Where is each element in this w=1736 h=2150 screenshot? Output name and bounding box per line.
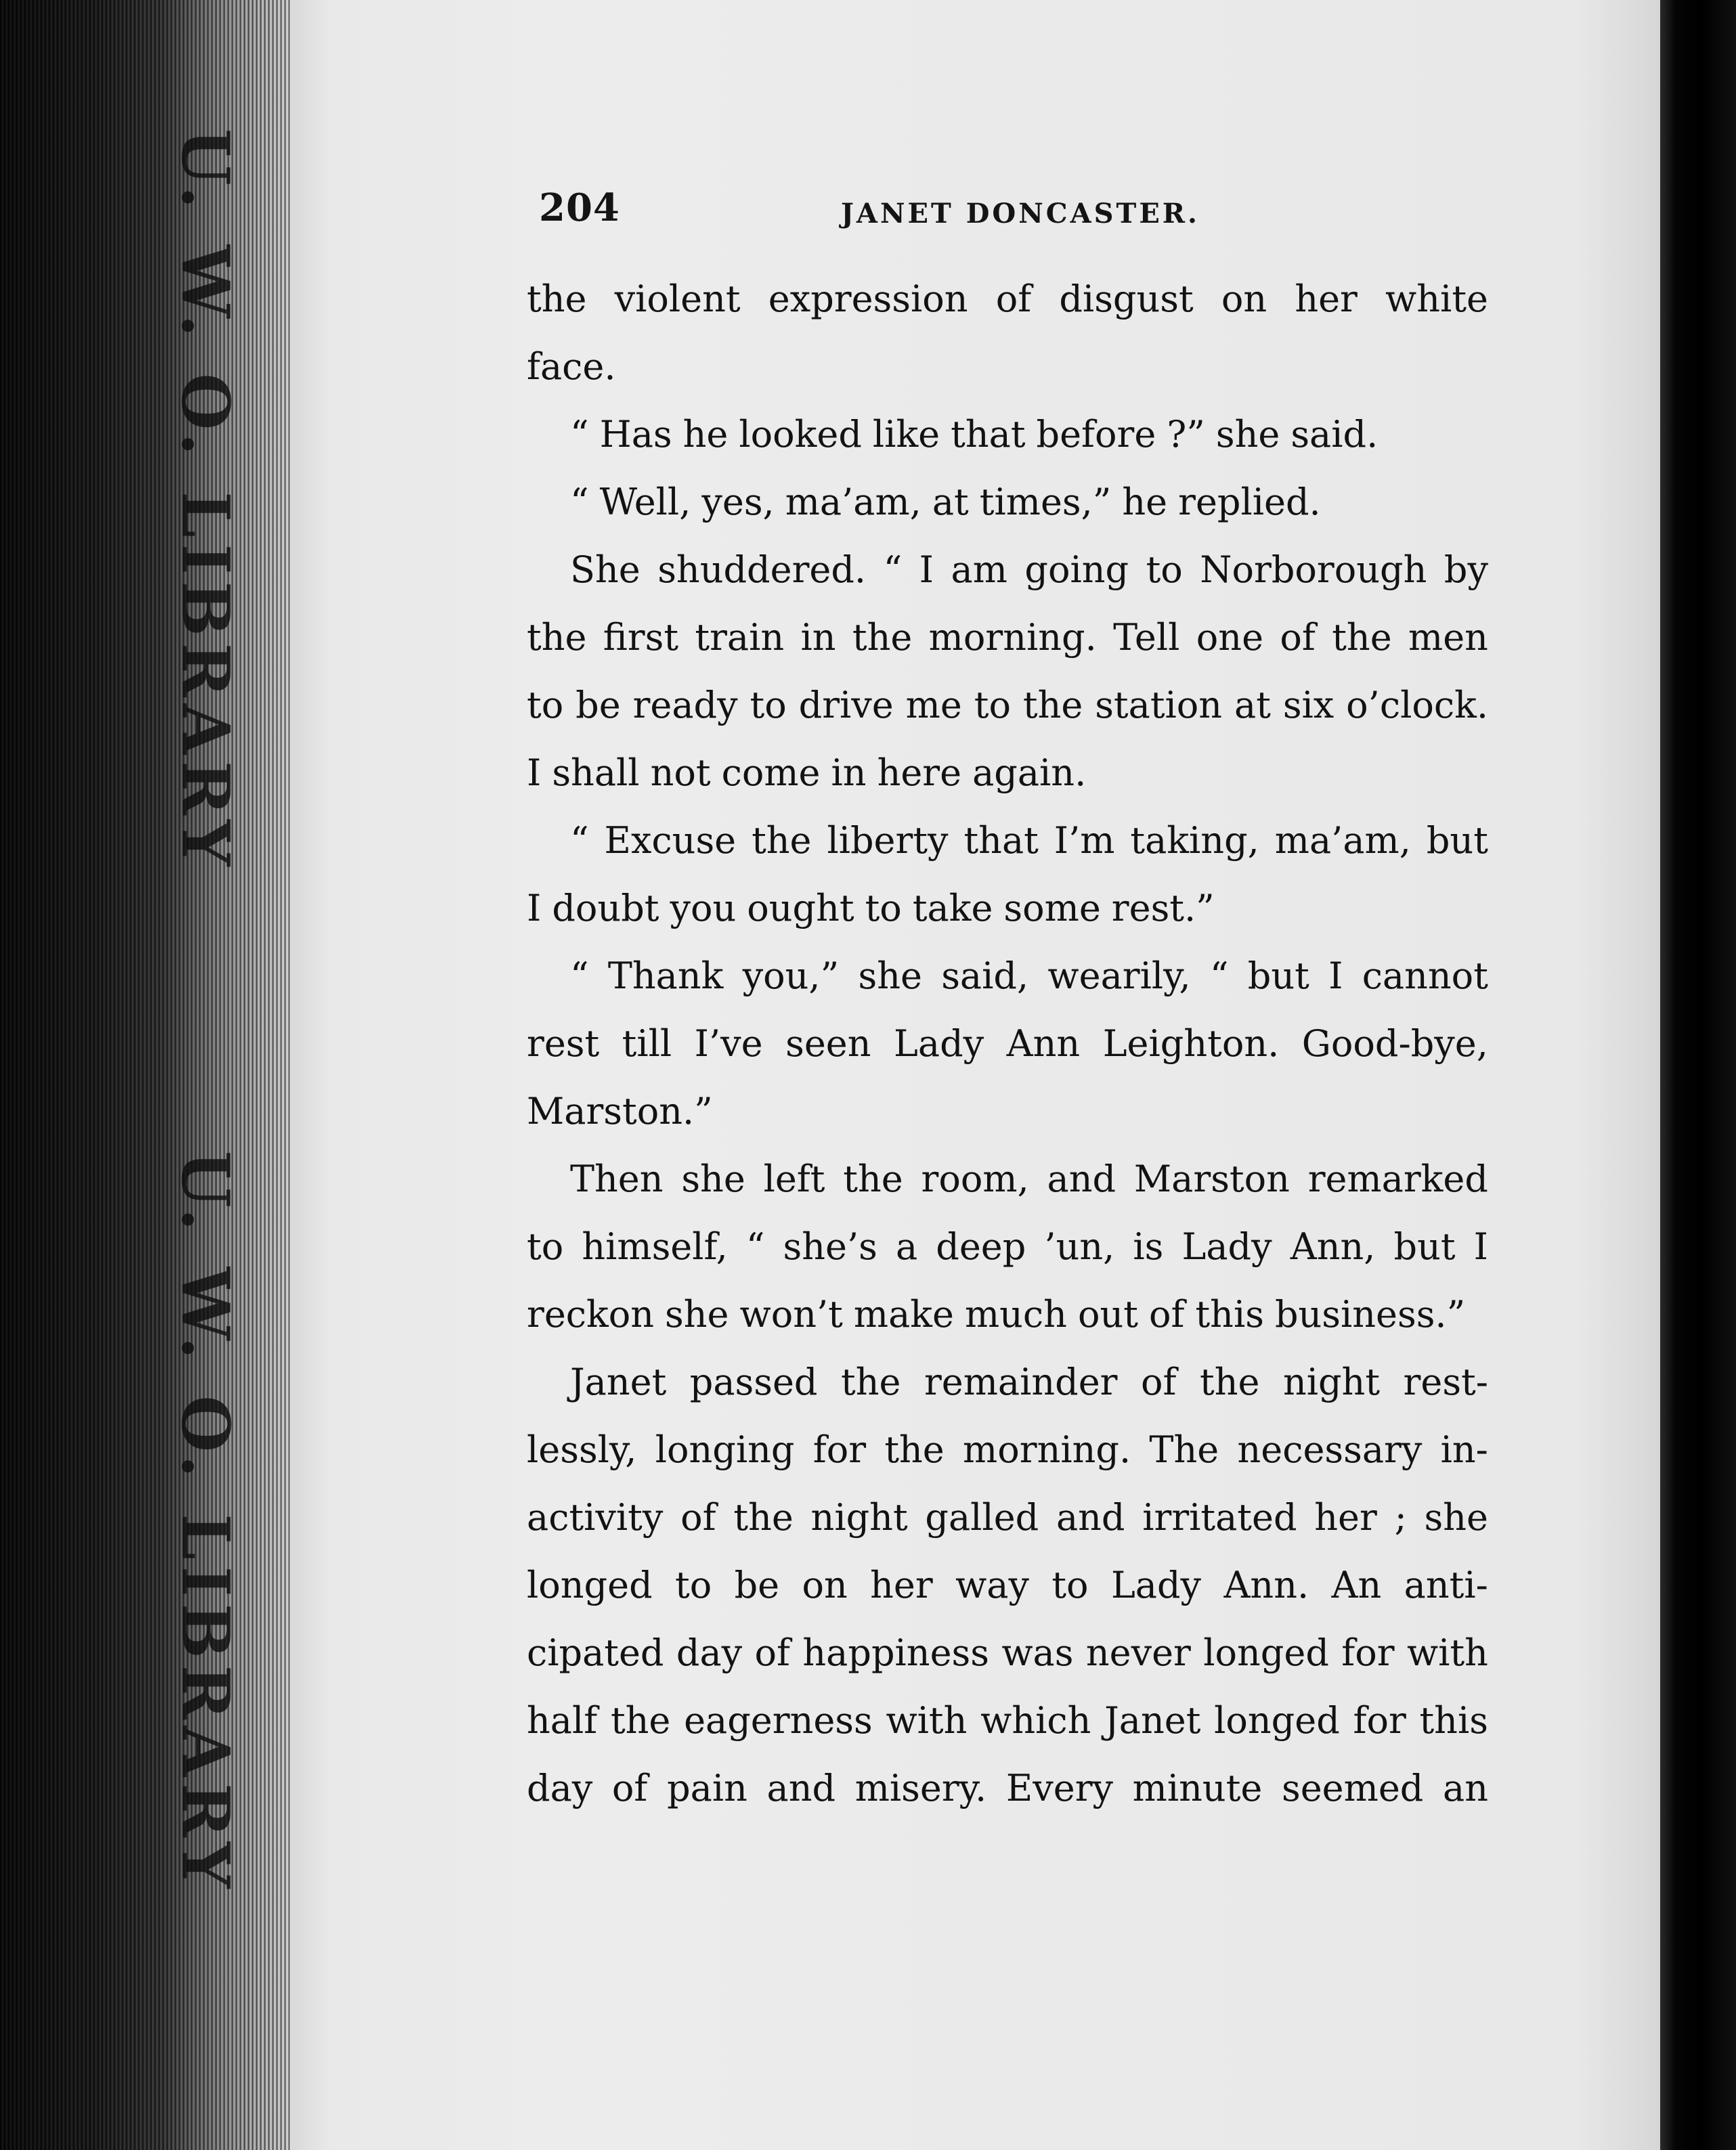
word: here [877,751,962,794]
word: ought [747,887,854,929]
word: I’m [1054,819,1115,862]
word: looked [739,413,862,456]
word: anti- [1404,1564,1488,1606]
word: by [1444,548,1488,591]
word: seen [785,1022,871,1065]
word: be [576,684,621,726]
text-line [527,1619,1488,1687]
word: never [1085,1631,1191,1674]
word: take [912,887,993,929]
word: night [810,1496,908,1539]
text-line [527,672,1488,739]
word: minute [1132,1767,1263,1809]
word: you [670,887,737,929]
word: not [650,751,711,794]
word: longed [1214,1699,1340,1742]
word: to [974,684,1011,726]
word: longing [655,1428,795,1471]
text-line [527,604,1488,672]
word: violent [614,278,741,320]
word: to [527,1225,564,1268]
word: Lady [1110,1564,1202,1606]
word: passed [689,1361,818,1403]
word: some [1003,887,1101,929]
word: taking, [1130,819,1259,862]
word: the [527,616,587,659]
word: Excuse [604,819,737,862]
word: be [734,1564,780,1606]
word: that [963,819,1039,862]
word: am [951,548,1007,591]
word: for [812,1428,867,1471]
word: rest- [1403,1361,1488,1403]
text-line [527,401,1488,468]
word: at [1234,684,1271,726]
word: white [1385,278,1488,320]
word: he [1122,481,1168,523]
word: yes, [701,481,775,523]
word: of [611,1767,648,1809]
word: Every [1005,1767,1114,1809]
word: one [1196,616,1264,659]
page-number: 204 [539,185,620,230]
word: remarked [1307,1158,1488,1200]
word: times,” [979,481,1112,523]
text-line [527,1687,1488,1755]
word: lessly, [527,1428,637,1471]
word: train [695,616,785,659]
word: which [980,1699,1091,1742]
word: replied. [1178,481,1321,523]
word: day [527,1767,593,1809]
word: at [932,481,969,523]
word: the [733,1496,794,1539]
word: but [1393,1225,1456,1268]
running-title: JANET DONCASTER. [841,198,1200,229]
text-line [527,1484,1488,1552]
word: room, [921,1158,1029,1200]
text-line [527,468,1488,536]
word: left [763,1158,825,1200]
word: “ [570,955,589,997]
word: was [1001,1631,1074,1674]
word: morning. [963,1428,1131,1471]
word: rest.” [1111,887,1215,929]
word: Then [570,1158,664,1200]
word: Has [599,413,672,456]
word: cannot [1362,955,1488,997]
word: station [1095,684,1223,726]
text-line [527,536,1488,604]
word: wearily, [1047,955,1191,997]
word: out [1077,1293,1138,1336]
word: himself, [582,1225,728,1268]
word: to [527,684,564,726]
text-line [527,942,1488,1010]
word: make [853,1293,954,1336]
word: pain [667,1767,747,1809]
word: the [610,1699,671,1742]
word: She [570,548,641,591]
word: the [1200,1361,1260,1403]
word: of [1141,1361,1177,1403]
library-stamp: U. W. O. LIBRARY [167,129,244,873]
word: misery. [854,1767,987,1809]
text-line [527,1078,1488,1145]
word: Good-bye, [1301,1022,1488,1065]
word: ma’am, [1274,819,1411,862]
word: is [1133,1225,1164,1268]
word: “ [570,819,589,862]
word: “ [745,1225,765,1268]
word: face. [527,345,616,388]
word: and [1056,1496,1125,1539]
word: disgust [1059,278,1194,320]
word: and [1047,1158,1116,1200]
text-line [527,739,1488,807]
word: she [858,955,922,997]
word: to [865,887,902,929]
word: the [841,1361,901,1403]
word: way [955,1564,1029,1606]
word: the [1022,684,1083,726]
word: eagerness [684,1699,873,1742]
word: six [1282,684,1334,726]
text-line [527,1010,1488,1078]
word: ready [632,684,738,726]
word: Lady [894,1022,984,1065]
word: “ [883,548,903,591]
word: for [1341,1631,1395,1674]
word: I [1328,955,1343,997]
word: activity [527,1496,664,1539]
word: I [1473,1225,1488,1268]
word: her [1295,278,1358,320]
word: of [1148,1293,1185,1336]
word: the [884,1428,945,1471]
word: before [1036,413,1156,456]
word: doubt [552,887,659,929]
library-stamp: U. W. O. LIBRARY [167,1151,244,1895]
word: that [951,413,1026,456]
word: but [1247,955,1309,997]
word: seemed [1282,1767,1424,1809]
word: longed [1203,1631,1329,1674]
word: for [1353,1699,1406,1742]
word: “ [1209,955,1229,997]
word: like [872,413,940,456]
word: Ann, [1290,1225,1376,1268]
word: he [682,413,729,456]
word: The [1149,1428,1219,1471]
word: Janet [570,1361,667,1403]
word: come [721,751,821,794]
word: Janet [1104,1699,1201,1742]
text-line [527,265,1488,333]
word: in- [1440,1428,1488,1471]
word: remainder [924,1361,1118,1403]
word: much [964,1293,1067,1336]
word: the [852,616,913,659]
word: business.” [1274,1293,1466,1336]
word: cipated [527,1631,664,1674]
word: with [1406,1631,1488,1674]
word: Lady [1181,1225,1272,1268]
word: longed [527,1564,653,1606]
word: I’ve [694,1022,763,1065]
word: this [1419,1699,1488,1742]
text-line [527,1416,1488,1484]
word: till [622,1022,672,1065]
word: day [676,1631,743,1674]
word: morning. [928,616,1097,659]
word: the [843,1158,903,1200]
word: Well, [599,481,691,523]
word: rest [527,1022,600,1065]
text-line [527,333,1488,401]
word: I [527,751,542,794]
word: but [1426,819,1488,862]
word: in [800,616,836,659]
text-line [527,1755,1488,1822]
word: she’s [783,1225,877,1268]
book-spine-edge [0,0,291,2150]
word: in [831,751,867,794]
text-line [527,1213,1488,1281]
word: going [1024,548,1129,591]
word: to [1051,1564,1089,1606]
word: “ [570,481,589,523]
word: of [1280,616,1316,659]
word: her [1314,1496,1377,1539]
word: again. [972,751,1087,794]
text-line [527,1145,1488,1213]
word: An [1331,1564,1382,1606]
word: ’un, [1044,1225,1115,1268]
word: expression [768,278,968,320]
word: Thank [607,955,724,997]
word: she [681,1158,745,1200]
word: of [754,1631,791,1674]
word: Marston [1133,1158,1290,1200]
word: men [1408,616,1488,659]
word: irritated [1142,1496,1297,1539]
word: an [1443,1767,1488,1809]
word: to [1146,548,1183,591]
word: won’t [739,1293,843,1336]
word: I [527,887,542,929]
word: me [905,684,962,726]
word: happiness [802,1631,989,1674]
word: necessary [1237,1428,1423,1471]
word: of [680,1496,716,1539]
word: of [995,278,1032,320]
word: ?” [1167,413,1205,456]
word: the [527,278,587,320]
word: drive [798,684,894,726]
word: Ann [1006,1022,1081,1065]
text-line [527,1281,1488,1348]
word: said, [941,955,1029,997]
word: “ [570,413,589,456]
word: you,” [742,955,840,997]
word: on [802,1564,848,1606]
text-line [527,1348,1488,1416]
word: a [895,1225,918,1268]
word: I [919,548,934,591]
word: she [1424,1496,1488,1539]
word: o’clock. [1346,684,1488,726]
word: galled [925,1496,1039,1539]
word: Ann. [1223,1564,1309,1606]
text-line [527,1552,1488,1619]
word: night [1282,1361,1381,1403]
word: shall [552,751,640,794]
word: on [1221,278,1267,320]
word: with [886,1699,968,1742]
word: Norborough [1200,548,1427,591]
word: the [1332,616,1392,659]
word: the [752,819,812,862]
word: this [1195,1293,1264,1336]
word: shuddered. [657,548,867,591]
word: deep [936,1225,1026,1268]
word: Marston.” [527,1090,713,1133]
word: ma’am, [785,481,921,523]
word: and [766,1767,836,1809]
text-line [527,875,1488,942]
word: Tell [1113,616,1180,659]
word: half [527,1699,598,1742]
word: Leighton. [1102,1022,1280,1065]
word: first [603,616,679,659]
word: ; [1394,1496,1407,1539]
word: reckon [527,1293,655,1336]
word: her [870,1564,933,1606]
running-head [539,181,1216,242]
page-edge-dark [1660,0,1736,2150]
word: to [750,684,787,726]
body-text [527,265,1488,1822]
word: liberty [827,819,949,862]
word: she [665,1293,729,1336]
word: said. [1290,413,1379,456]
word: to [675,1564,712,1606]
word: she [1215,413,1280,456]
text-line [527,807,1488,875]
